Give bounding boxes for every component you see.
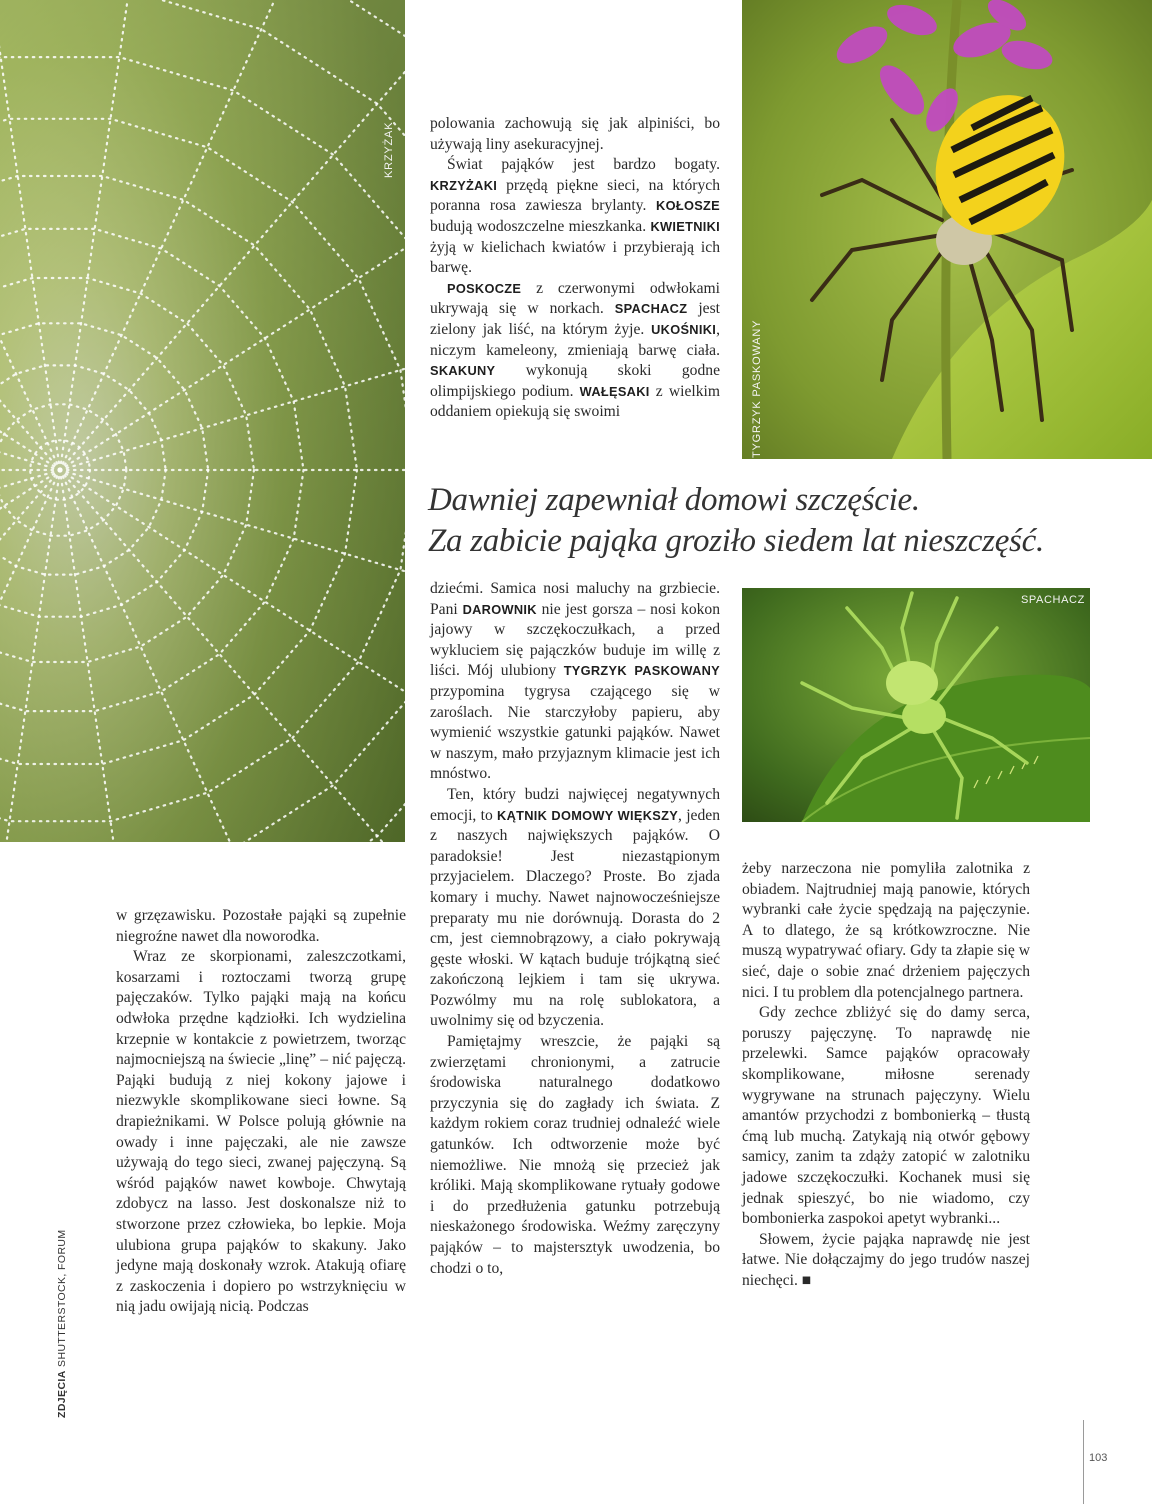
- species-skakuny: SKAKUNY: [430, 363, 496, 379]
- paragraph: Gdy zechce zbliżyć się do damy serca, poruszy pajęczynę. To naprawdę nie przelewki. Samce pająków opracowały skomplikowane, miłosne serenady wygrywane na strunach pajęczyny. Wielu amantów przychodzi z bombonierką – tłustą ćmą lub muchą. Zatykają nią otwór gębowy samicy, zanim ta zdąży zatopić w zalotniku jadowe szczękoczułki. Kochanek musi się jednak spieszyć, bo nie wiadomo, czy bombonierka zaspokoi apetyt wybranki...: [742, 1004, 1030, 1228]
- species-katnik: KĄTNIK DOMOWY WIĘKSZY: [497, 807, 679, 823]
- spider-web-illustration: [0, 0, 405, 842]
- spider-web-photo: [0, 0, 405, 842]
- paragraph: Wraz ze skorpionami, zaleszczotkami, kosarzami i roztoczami tworzą grupę pajęczaków. Tylko pająki mają na końcu odwłoka przędne kądziołki. Ich wydzielina krzepnie w kontakcie z powietrzem, tworząc najmocniejszą na świecie „linę” – nić pajęczą. Pająki budują z niej kokony jajowe i niezwykle skomplikowane sieci łowne. Są drapieżnikami. W Polsce polują głównie na owady i inne pajęczaki, ale nie zawsze używają do tego sieci, zwanej pajęczyną. Są wśród pająków nawet kowboje. Chwytają zdobycz na lasso. Jest doskonalsze niż to stworzone przez człowieka, bo lepkie. Moja ulubiona grupa pająków to skakuny. Jako jedyne mają doskonały wzrok. Atakują ofiarę z zaskoczenia i dopiero po wstrzyknięciu w nią jadu owijają nicią. Podczas: [116, 948, 406, 1316]
- article-column-middle: [430, 579, 720, 1279]
- species-kolosze: KOŁOSZE: [656, 198, 720, 214]
- caption-tygrzyk: TYGRZYK PASKOWANY: [751, 319, 763, 458]
- green-spider-illustration: [742, 588, 1090, 822]
- species-darownik: DAROWNIK: [462, 601, 537, 617]
- paragraph: Słowem, życie pająka naprawdę nie jest łatwe. Nie dołączajmy do jego trudów naszej niechęci. ■: [742, 1230, 1030, 1289]
- species-kwietniki: KWIETNIKI: [650, 218, 720, 234]
- caption-krzyzak: KRZYŻAK: [383, 121, 395, 178]
- paragraph: dziećmi. Samica nosi maluchy na grzbiecie. Pani DAROWNIK nie jest gorsza – nosi kokon jajowy w szczękoczułkach, a przed wykluciem się pajączków buduje im willę z liści. Mój ulubiony TYGRZYK PASKOWANY przypomina tygrysa czającego się w zaroślach. Nie starczyłoby papieru, aby wymienić wszystkie gatunki pająków. Nawet w naszym, mało przyjaznym klimacie jest ich mnóstwo.: [430, 580, 721, 783]
- species-tygrzyk: TYGRZYK PASKOWANY: [563, 663, 720, 679]
- paragraph: żeby narzeczona nie pomyliła zalotnika z obiadem. Najtrudniej mają panowie, których wybranki całe życie spędzają na pajęczynie. A to dlatego, że są krótkowzroczne. Nie muszą wypatrywać ofiary. Gdy ta złapie się w sieć, daje o sobie znać drżeniem pajęczych nici. I tu problem dla potencjalnego partnera.: [742, 860, 1030, 1001]
- species-ukosniki: UKOŚNIKI: [651, 321, 717, 337]
- article-column-right: [742, 859, 1030, 1291]
- crab-spider-photo: [742, 588, 1090, 822]
- species-krzyzaki: KRZYŻAKI: [430, 177, 498, 193]
- photo-credits: [56, 1229, 68, 1418]
- credits-label: ZDJĘCIA: [56, 1370, 68, 1418]
- paragraph: POSKOCZE z czerwonymi odwłokami ukrywają się w norkach. SPACHACZ jest zielony jak liść, na którym żyje. UKOŚNIKI, niczym kameleony, zmieniają barwę ciała. SKAKUNY wykonują skoki godne olimpijskiego podium. WAŁĘSAKI z wielkim oddaniem opiekują się swoimi: [430, 279, 720, 421]
- wasp-spider-photo: [742, 0, 1152, 459]
- credits-text: SHUTTERSTOCK, FORUM: [56, 1229, 68, 1367]
- page-number: 103: [1089, 1452, 1108, 1464]
- species-spachacz: SPACHACZ: [614, 301, 688, 317]
- paragraph: Świat pająków jest bardzo bogaty. KRZYŻAKI przędą piękne sieci, na których poranna rosa zawiesza brylanty. KOŁOSZE budują wodoszczelne mieszkanka. KWIETNIKI żyją w kielichach kwiatów i przybierają ich barwę.: [430, 156, 720, 277]
- paragraph: w grzęzawisku. Pozostałe pająki są zupełnie niegroźne nawet dla noworodka.: [116, 907, 406, 945]
- article-column-top: [430, 114, 720, 423]
- species-poskocze: POSKOCZE: [447, 280, 522, 296]
- pull-quote-line-1: Dawniej zapewniał domowi szczęście.: [428, 482, 920, 518]
- paragraph: polowania zachowują się jak alpiniści, bo używają liny asekuracyjnej.: [430, 115, 720, 153]
- pull-quote: [428, 480, 1148, 562]
- species-walesaki: WAŁĘSAKI: [579, 383, 650, 399]
- paragraph: Ten, który budzi najwięcej negatywnych emocji, to KĄTNIK DOMOWY WIĘKSZY, jeden z naszych największych pająków. O paradoksie! Jest niezastąpionym przyjacielem. Dlaczego? Proste. Bo zjada komary i muchy. Nawet najnowocześniejsze preparaty mu nie dorównują. Dorasta do 2 cm, jest ciemnobrązowy, a ciało pokrywają gęste włoski. W kątach buduje trójkątną sieć zakończoną lejkiem i tam się ukrywa. Pozwólmy mu na rolę sublokatora, a uwolnimy się od bzyczenia.: [430, 785, 720, 1030]
- paragraph: Pamiętajmy wreszcie, że pająki są zwierzętami chronionymi, a zatrucie środowiska naturalnego dodatkowo przyczynia się do zagłady ich świata. Z każdym rokiem coraz trudniej odnaleźć wiele gatunków. Ich odtworzenie może być niemożliwe. Nie mnożą się przecież jak króliki. Mają skomplikowane rytuały godowe i do przedłużenia gatunku potrzebują nieskażonego środowiska. Weźmy zaręczyny pająków – to majstersztyk uwodzenia, bo chodzi o to,: [430, 1033, 720, 1277]
- caption-spachacz: SPACHACZ: [1021, 594, 1085, 606]
- wasp-spider-illustration: [742, 0, 1152, 459]
- pull-quote-line-2: Za zabicie pająka groziło siedem lat nieszczęść.: [428, 523, 1044, 559]
- page-divider: [1083, 1420, 1084, 1504]
- article-column-left: [116, 906, 406, 1318]
